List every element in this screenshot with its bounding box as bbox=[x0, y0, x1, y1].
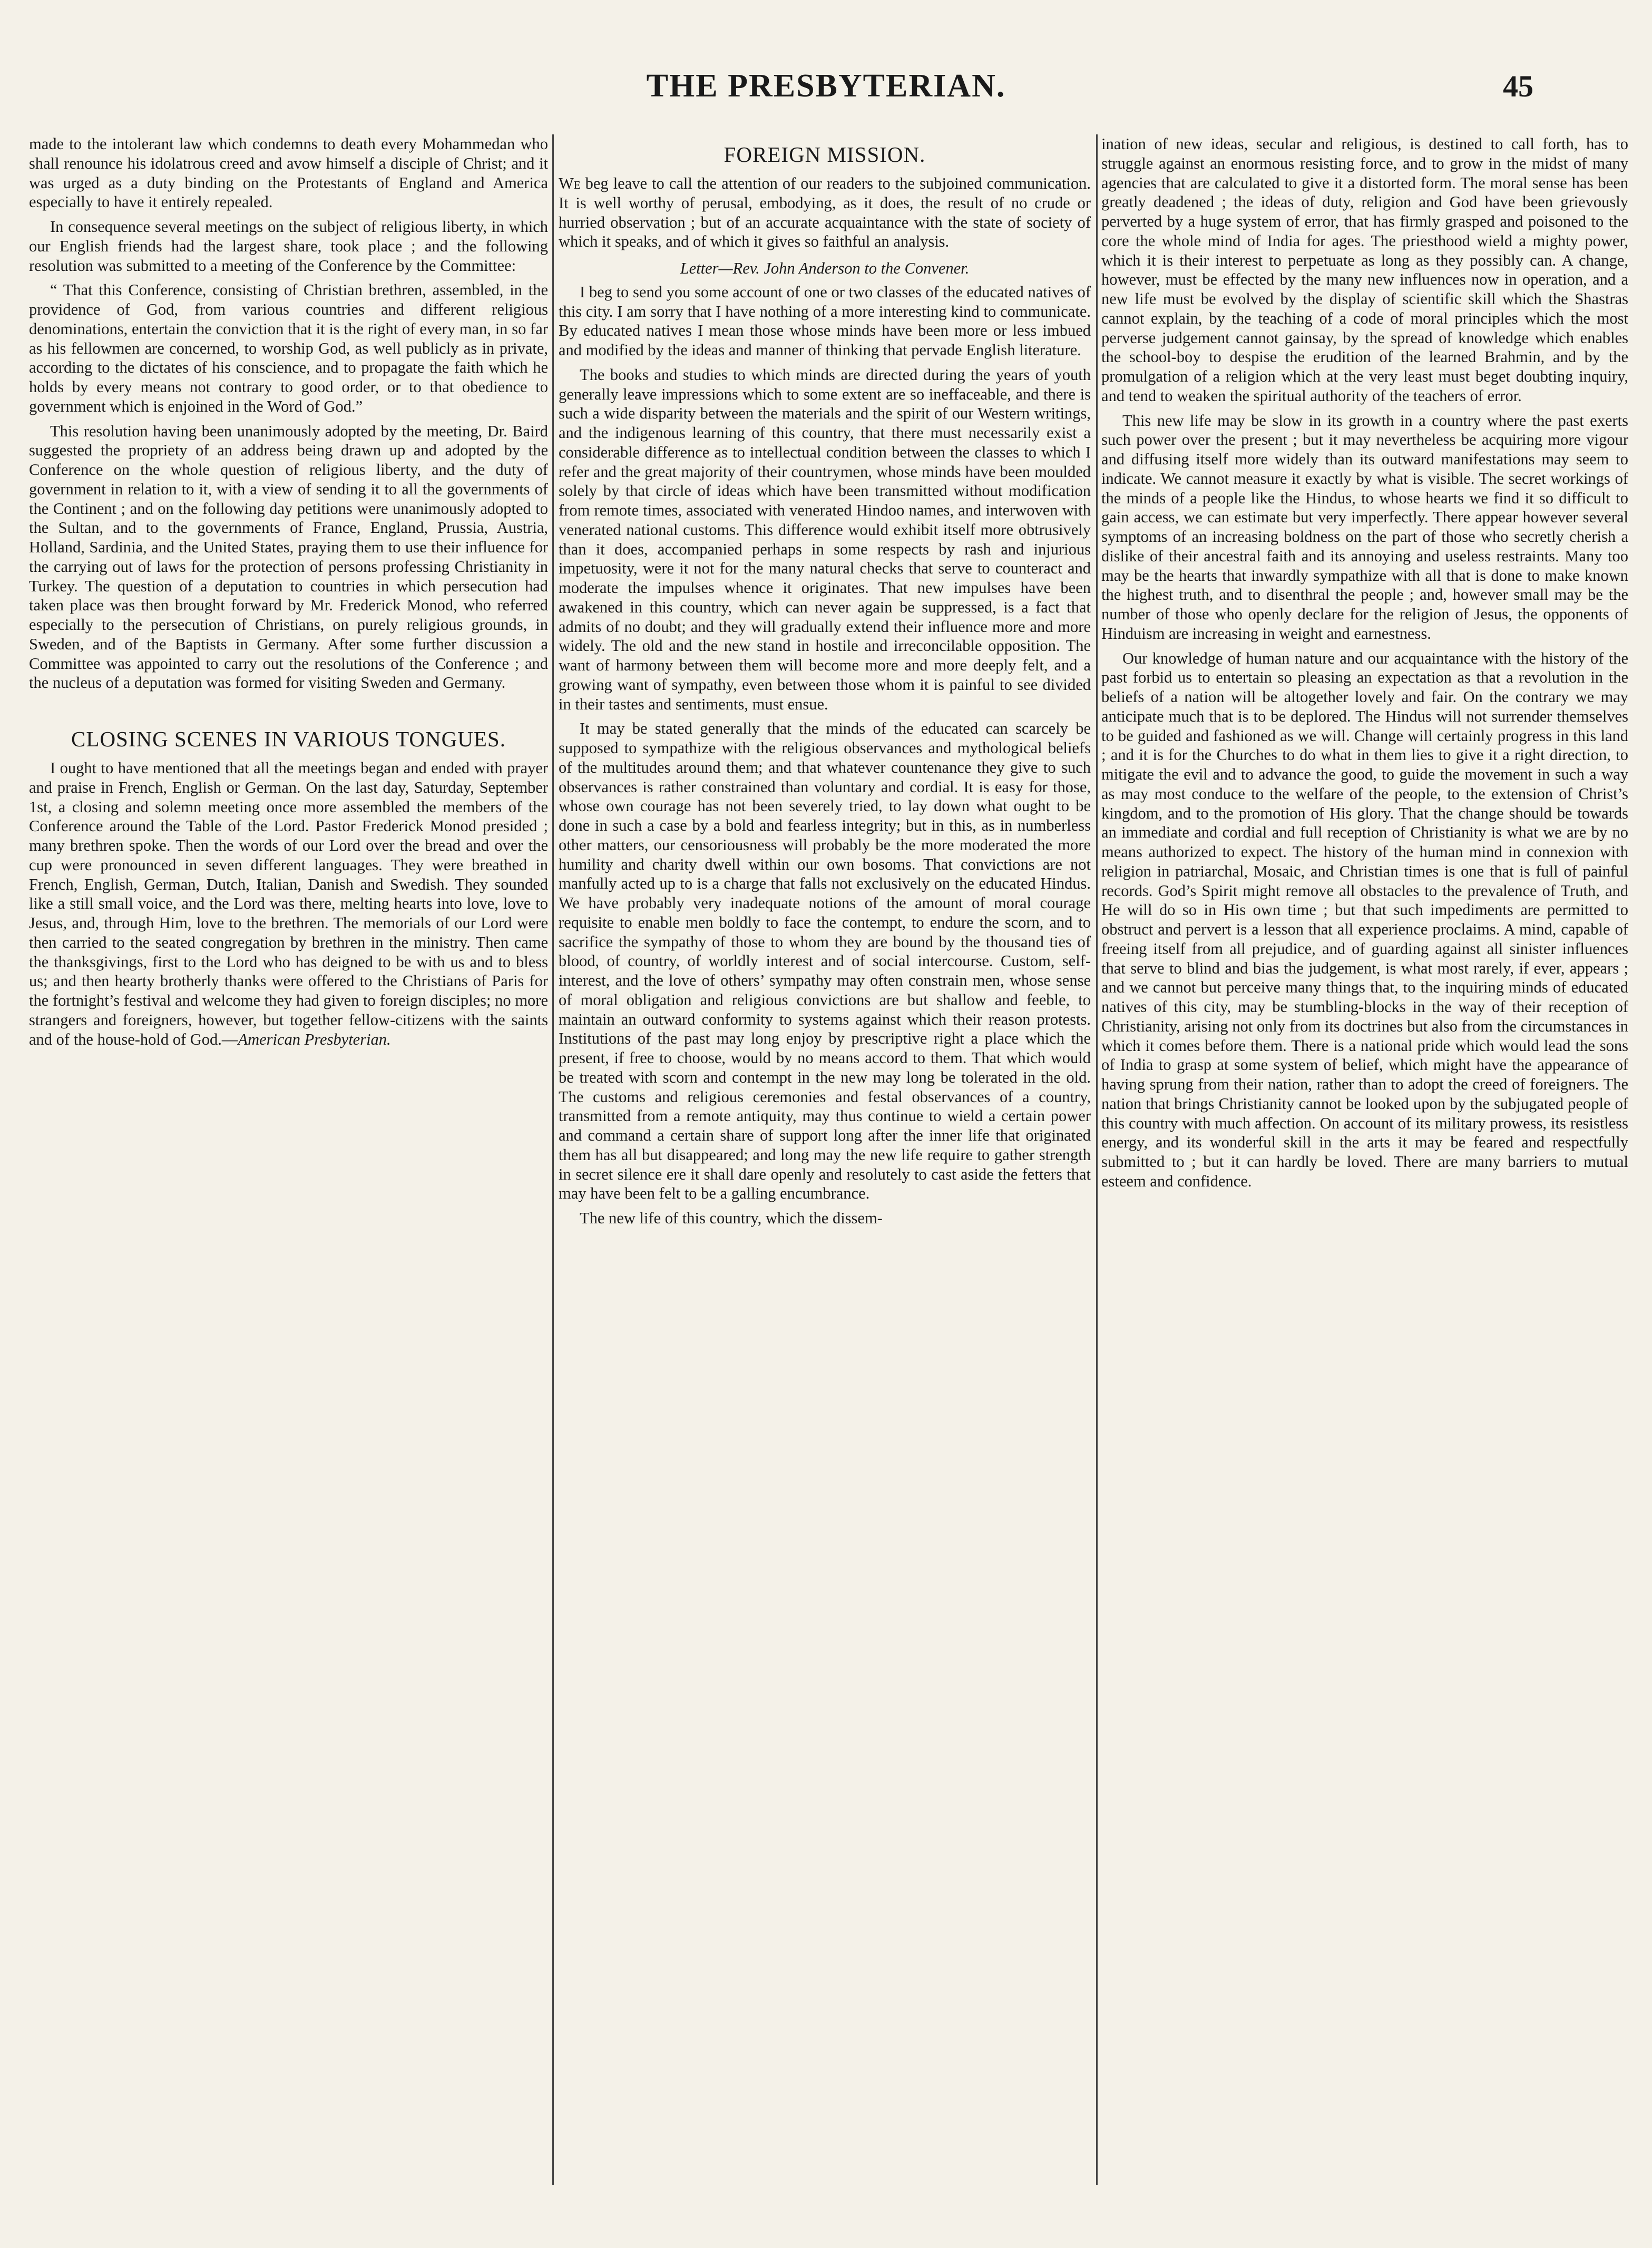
intro-first-word: We bbox=[559, 174, 581, 193]
paragraph: It may be stated generally that the minds of the educated can scarcely be supposed to sympathize with the religious observances and mythological beliefs of the multitudes around them; and that whatever countenance they give to such observances is rather constrained than voluntary and cordial. It is easy for those, whose own courage has not been severely tried, to lay down what ought to be done in such a case by a bold and fearless integrity; but in this, as in numberless other matters, our censoriousness will probably be the more moderated the more humility and charity dwell within our own bosoms. That convictions are not manfully acted up to is a charge that falls not exclusively on the educated Hindus. We have probably very inadequate notions of the amount of moral courage requisite to enable men boldly to face the contempt, to endure the scorn, and to sacrifice the sympathy of those to whom they are bound by the thousand ties of blood, of country, of worldly interest and of social intercourse. Custom, self-interest, and the love of others’ sympathy may often constrain men, whose sense of moral obligation and religious convictions are but shallow and feeble, to maintain an outward conformity to systems against which their reason protests. Institutions of the past may long enjoy by prescriptive right a place which the present, if free to choose, would by no means accord to them. That which would be treated with scorn and contempt in the new may long be tolerated in the old. The customs and religious ceremonies and festal observances of a country, transmitted from a remote antiquity, may thus continue to wield a certain power and command a certain share of support long after the inner life that originated them has all but disappeared; and long may the new life require to gather strength in secret silence ere it shall dare openly and resolutely to cast aside the fetters that may have been felt to be a galling encumbrance. bbox=[559, 719, 1091, 1203]
page-number: 45 bbox=[1503, 69, 1533, 103]
paragraph: made to the intolerant law which condemns to death every Mohammedan who shall renounce his idolatrous creed and avow himself a disciple of Christ; and it was urged as a duty binding on the Protestants of England and America especially to have it entirely repealed. bbox=[29, 135, 548, 211]
column-rule-1 bbox=[552, 134, 554, 2185]
column-3 bbox=[1101, 134, 1628, 1196]
resolution-quote: “ That this Conference, consisting of Christian brethren, assembled, in the providence of God, from various countries and different religious denominations, entertain the conviction that it is the right of every man, in so far as his fellowmen are concerned, to worship God, as well publicly as in private, according to the dictates of his conscience, and to propagate the faith which he holds by every means not contrary to good order, or to that obedience to government which is enjoined in the Word of God.” bbox=[29, 281, 548, 415]
editorial-intro bbox=[559, 174, 1091, 251]
paragraph: This new life may be slow in its growth in a country where the past exerts such power over the present ; but it may nevertheless be acquiring more vigour and diffusing itself more widely than its outward manifestations may seem to indicate. We cannot measure it exactly by what is visible. The secret workings of the minds of a people like the Hindus, to whose hearts we find it so difficult to gain access, we can estimate but very imperfectly. There appear however several symptoms of an increasing boldness on the part of those who secretly cherish a dislike of their ancestral faith and its annoying and useless restraints. Many too may be the hearts that inwardly sympathize with all that is done to make known the highest truth, and to disenthral the people ; and, however small may be the number of those who openly declare for the religion of Jesus, the opponents of Hinduism are increasing in weight and earnestness. bbox=[1101, 411, 1628, 643]
spacer bbox=[29, 698, 548, 719]
column-2 bbox=[559, 134, 1091, 1233]
paragraph-text: I ought to have mentioned that all the meetings began and ended with prayer and praise in French, English or German. On the last day, Saturday, September 1st, a closing and solemn meeting once more assembled the members of the Conference around the Table of the Lord. Pastor Frederick Monod presided ; many brethren spoke. Then the words of our Lord over the bread and over the cup were pronounced in seven different languages. They were breathed in French, English, German, Dutch, Italian, Danish and Swedish. They sounded like a still small voice, and the Lord was there, melting hearts into love, love to Jesus, and, through Him, love to the brethren. The memorials of our Lord were then carried to the seated congregation by brethren in the ministry. Then came the thanksgivings, first to the Lord who has deigned to be with us and to bless us; and then hearty brotherly thanks were offered to the Christians of Paris for the fortnight’s festival and welcome they had given to foreign disciples; no more strangers and foreigners, however, but together fellow-citizens with the saints and of the house-hold of God.— bbox=[29, 759, 548, 1048]
paragraph: This resolution having been unanimously adopted by the meeting, Dr. Baird suggested the propriety of an address being drawn up and adopted by the Conference on the whole question of religious liberty, and the duty of government in relation to it, with a view of sending it to all the governments of the Continent ; and on the following day petitions were unanimously adopted to the Sultan, and to the governments of France, England, Prussia, Austria, Holland, Sardinia, and the United States, praying them to use their influence for the carrying out of laws for the protection of persons professing Christianity in Turkey. The question of a deputation to countries in which persecution had taken place was then brought forward by Mr. Frederick Monod, who referred especially to the persecution of Christians, on purely religious grounds, in Sweden, and of the Baptists in Germany. After some further discussion a Committee was appointed to carry out the resolutions of the Conference ; and the nucleus of a deputation was formed for visiting Sweden and Germany. bbox=[29, 422, 548, 692]
paragraph: In consequence several meetings on the subject of religious liberty, in which our English friends had the largest share, took place ; and the following resolution was submitted to a meeting of the Conference by the Committee: bbox=[29, 218, 548, 275]
column-rule-2 bbox=[1096, 134, 1098, 2185]
paragraph: ination of new ideas, secular and religious, is destined to call forth, has to struggle against an enormous resisting force, and to grow in the midst of many agencies that are calculated to give it a distorted form. The moral sense has been greatly deadened ; the ideas of duty, religion and God have been grievously perverted by a huge system of error, that has firmly grasped and poisoned to the core the whole mind of India for ages. The priesthood wield a mighty power, which it is their interest to perpetuate as long as they possibly can. A change, however, must be effected by the many new influences now in operation, and a new life must be evolved by the display of scientific skill which the Shastras cannot explain, by the teaching of a code of moral principles which the most perverse judgement cannot gainsay, by the spread of knowledge which enables the school-boy to despise the erudition of the learned Brahmin, and by the promulgation of a religion which at the very least must beget doubting inquiry, and tend to weaken the spiritual authority of the teachers of error. bbox=[1101, 135, 1628, 405]
paragraph: The new life of this country, which the dissem- bbox=[580, 1209, 883, 1228]
running-title: THE PRESBYTERIAN. bbox=[646, 68, 1006, 104]
paragraph: The books and studies to which minds are directed during the years of youth generally leave impressions which to some extent are so ineffaceable, and there is such a wide disparity between the materials and the spirit of our Western writings, and the indigenous learning of this country, that there must necessarily exist a considerable difference as to intellectual condition between the classes to which I refer and the great majority of their countrymen, whose minds have been moulded solely by that circle of ideas which have been transmitted without modification from remote times, associated with venerated Hindoo names, and interwoven with venerated national customs. This difference would exhibit itself more obtrusively than it does, accompanied perhaps in some respects by rash and injurious impetuosity, were it not for the many natural checks that serve to counteract and moderate the impulses whence it originates. That new impulses have been awakened in this country, which can never again be suppressed, is a fact that admits of no doubt; and they will gradually extend their influence more and more widely. The old and the new stand in hostile and irreconcilable opposition. The want of harmony between them will become more and more deeply felt, and a growing want of sympathy, even between those whom it is painful to see divided in their tastes and sentiments, must ensue. bbox=[559, 365, 1091, 713]
paragraph: I beg to send you some account of one or two classes of the educated natives of this city. I am sorry that I have nothing of a more interesting kind to communicate. By educated natives I mean those whose minds have been more or less imbued and modified by the ideas and manner of thinking that pervade English literature. bbox=[559, 283, 1091, 359]
source-attribution: American Presbyterian. bbox=[238, 1030, 391, 1048]
column-1 bbox=[29, 134, 548, 1054]
section-heading-closing-scenes: CLOSING SCENES IN VARIOUS TONGUES. bbox=[71, 727, 506, 751]
section-heading-foreign-mission: FOREIGN MISSION. bbox=[724, 142, 926, 167]
paragraph bbox=[29, 758, 548, 1049]
paragraph: Our knowledge of human nature and our acquaintance with the history of the past forbid us to entertain so pleasing an expectation as that a revolution in the beliefs of a nation will be altogether lovely and fair. On the contrary we may anticipate much that is to be deplored. The Hindus will not surrender themselves to be guided and fashioned as we will. Change will certainly progress in this land ; and it is for the Churches to do what in them lies to give it a right direction, to mitigate the evil and to advance the good, to guide the movement in such a way as may most conduce to the welfare of the people, to the extension of Christ’s kingdom, and to the promotion of His glory. That the change should be towards an immediate and cordial and full reception of Christianity is what we are by no means authorized to expect. The history of the human mind in connexion with religion in patriarchal, Mosaic, and Christian times is one that is full of painful records. God’s Spirit might remove all obstacles to the prevalence of Truth, and He will do so in His own time ; but that such impediments are permitted to obstruct and pervert is a lesson that all experience proclaims. A mind, capable of freeing itself from all prejudice, and of guarding against all sinister influences that serve to blind and bias the judgement, is what most rarely, if ever, appears ; and we cannot but perceive many things that, to the inquiring minds of educated natives of this city, may be stumbling-blocks in the way of their reception of Christianity, arising not only from its doctrines but also from the circumstances in which it comes before them. There is a national pride which would lead the sons of India to grasp at some system of belief, which might have the appearance of having sprung from their nation, rather than to adopt the creed of foreigners. The nation that brings Christianity cannot be looked upon by the subjugated people of this country with much affection. On account of its military prowess, its resistless energy, and its wonderful skill in the arts it may be feared and respectfully submitted to ; but it can hardly be loved. There are many barriers to mutual esteem and confidence. bbox=[1101, 649, 1628, 1190]
intro-text: beg leave to call the attention of our readers to the subjoined communication. It is well worthy of perusal, embodying, as it does, the result of no crude or hurried observation ; but of an accurate acquaintance with the state of society of which it speaks, and of which it gives so faithful an analysis. bbox=[559, 174, 1091, 251]
letter-heading: Letter—Rev. John Anderson to the Convener. bbox=[680, 259, 970, 278]
